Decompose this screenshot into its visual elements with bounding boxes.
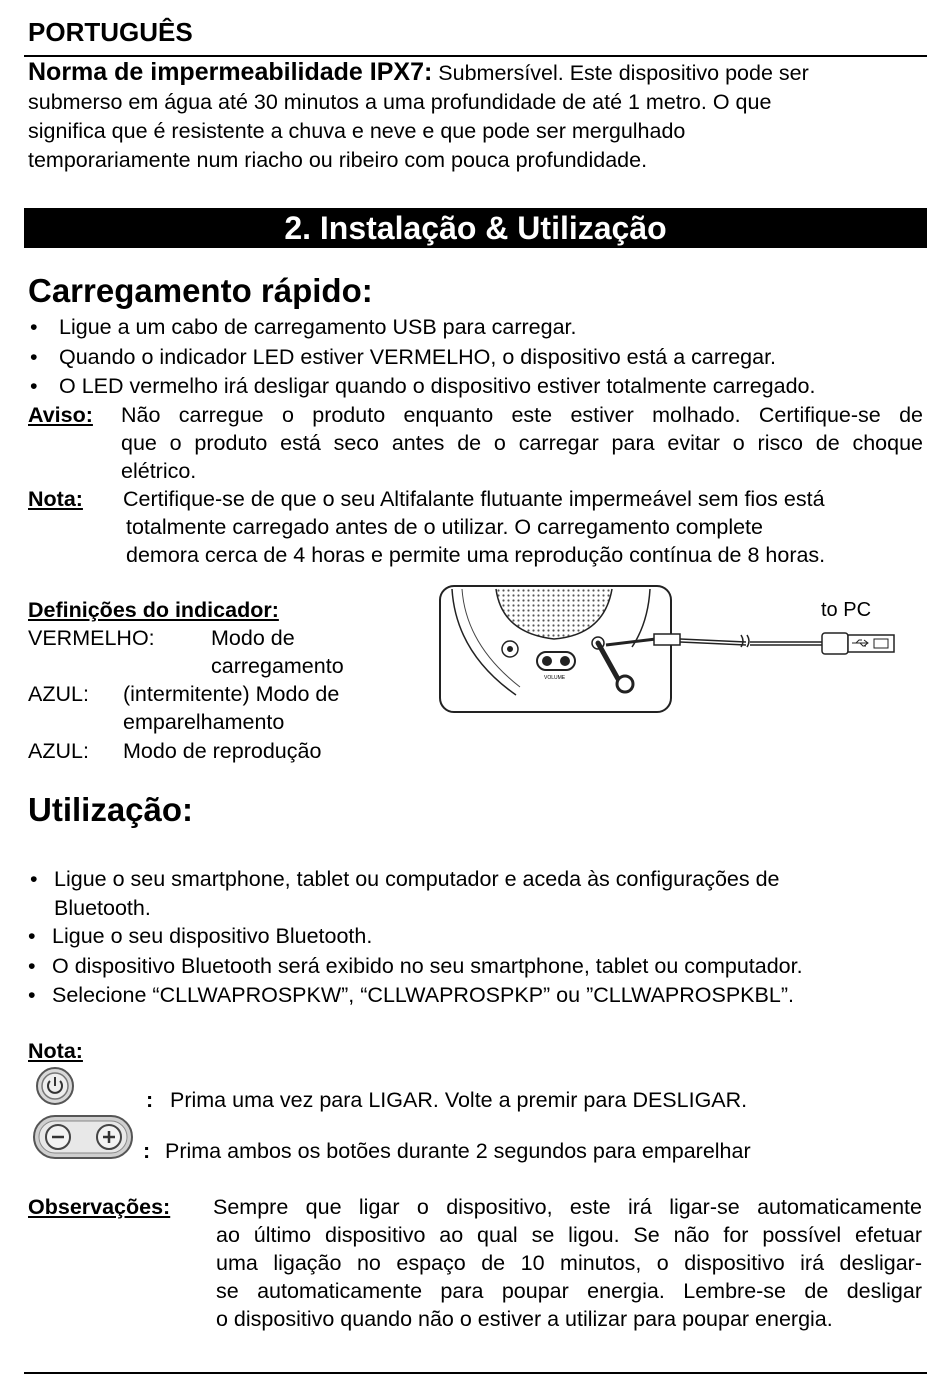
usage-bullet-line: Bluetooth. <box>54 896 151 920</box>
indicator-red-text: Modo de carregamento <box>211 626 344 678</box>
usage-bullet <box>28 922 372 951</box>
observations-label: Observações: <box>28 1195 171 1219</box>
usage-bullet-line: O dispositivo Bluetooth será exibido no seu smartphone, tablet ou computador. <box>52 954 803 978</box>
charging-bullet <box>30 372 815 401</box>
bullet-dot: • <box>28 924 36 948</box>
waterproof-paragraph <box>28 58 928 175</box>
charging-bullet-text: Quando o indicador LED estiver VERMELHO, o dispositivo está a carregar. <box>59 345 777 369</box>
volume-label: VOLUME <box>544 675 566 681</box>
warning-line: que o produto está seco antes de o carregar para evitar o risco de choque <box>121 431 923 455</box>
bullet-dot: • <box>30 374 38 398</box>
usage-bullet-line: Selecione “CLLWAPROSPKW”, “CLLWAPROSPKP” ou ”CLLWAPROSPKBL”. <box>52 983 794 1007</box>
indicator-blue-text: (intermitente) Modo de emparelhamento <box>123 682 340 734</box>
warning-label: Aviso: <box>28 403 93 427</box>
note-line: demora cerca de 4 horas e permite uma reprodução contínua de 8 horas. <box>126 543 826 567</box>
volume-buttons-icon <box>32 1113 134 1161</box>
language-heading: PORTUGUÊS <box>28 17 193 47</box>
note-label: Nota: <box>28 487 83 511</box>
indicator-blue-label: AZUL: <box>28 682 89 706</box>
charging-heading: Carregamento rápido: <box>28 272 373 309</box>
power-colon: : <box>146 1088 154 1112</box>
usage-bullet-line: Ligue o seu smartphone, tablet ou computador e aceda às configurações de <box>54 867 780 891</box>
note-text <box>123 485 923 569</box>
bullet-dot: • <box>28 954 36 978</box>
section-banner: 2. Instalação & Utilização <box>24 208 927 248</box>
usage-bullet-line: Ligue o seu dispositivo Bluetooth. <box>52 924 373 948</box>
indicator-heading: Definições do indicador: <box>28 598 279 622</box>
usage-heading: Utilização: <box>28 791 194 828</box>
observations-line: se automaticamente para poupar energia. Lembre-se de desligar <box>216 1279 922 1303</box>
observations-line: Sempre que ligar o dispositivo, este irá ligar-se automaticamente <box>213 1195 922 1219</box>
charging-bullet <box>30 313 577 342</box>
pair-colon: : <box>143 1139 151 1163</box>
usage-bullet <box>30 865 780 923</box>
observations-line: uma ligação no espaço de 10 minutos, o dispositivo irá desligar- <box>216 1251 922 1275</box>
indicator-blue-label: AZUL: <box>28 739 89 763</box>
charging-bullet-text: Ligue a um cabo de carregamento USB para carregar. <box>59 315 577 339</box>
usage-bullet <box>28 952 803 981</box>
bottom-divider <box>24 1372 927 1374</box>
waterproof-line-3: significa que é resistente a chuva e neve e que pode ser mergulhado <box>28 119 686 143</box>
waterproof-line-4: temporariamente num riacho ou ribeiro com pouca profundidade. <box>28 148 648 172</box>
charging-bullet-text: O LED vermelho irá desligar quando o dispositivo estiver totalmente carregado. <box>59 374 816 398</box>
observations-line: ao último dispositivo ao qual se ligou. Se não for possível efetuar <box>216 1223 922 1247</box>
usage-note-label: Nota: <box>28 1039 83 1063</box>
note-line: totalmente carregado antes de o utilizar. O carregamento complete <box>126 515 763 539</box>
bullet-dot: • <box>30 345 38 369</box>
warning-line: Não carregue o produto enquanto este estiver molhado. Certifique-se de <box>121 403 923 427</box>
charging-illustration <box>436 583 916 718</box>
warning-line: elétrico. <box>121 459 197 483</box>
usage-bullet <box>28 981 794 1010</box>
power-button-icon <box>34 1066 76 1106</box>
power-instruction: Prima uma vez para LIGAR. Volte a premir para DESLIGAR. <box>170 1088 748 1112</box>
to-pc-label: to PC <box>821 599 872 621</box>
warning-text <box>121 401 923 485</box>
note-line: Certifique-se de que o seu Altifalante flutuante impermeável sem fios está <box>123 487 825 511</box>
bullet-dot: • <box>30 867 38 891</box>
observations-text <box>213 1193 922 1333</box>
indicator-blue-play-text: Modo de reprodução <box>123 739 322 763</box>
charging-bullet <box>30 343 776 372</box>
pair-instruction: Prima ambos os botões durante 2 segundos para emparelhar <box>165 1139 751 1163</box>
bullet-dot: • <box>30 315 38 339</box>
observations-line: o dispositivo quando não o estiver a utilizar para poupar energia. <box>216 1307 833 1331</box>
top-divider <box>24 55 927 57</box>
indicator-red-label: VERMELHO: <box>28 626 155 650</box>
bullet-dot: • <box>28 983 36 1007</box>
waterproof-line-1: Submersível. Este dispositivo pode ser <box>438 61 809 85</box>
waterproof-label: Norma de impermeabilidade IPX7: <box>28 58 433 86</box>
waterproof-line-2: submerso em água até 30 minutos a uma profundidade de até 1 metro. O que <box>28 90 772 114</box>
